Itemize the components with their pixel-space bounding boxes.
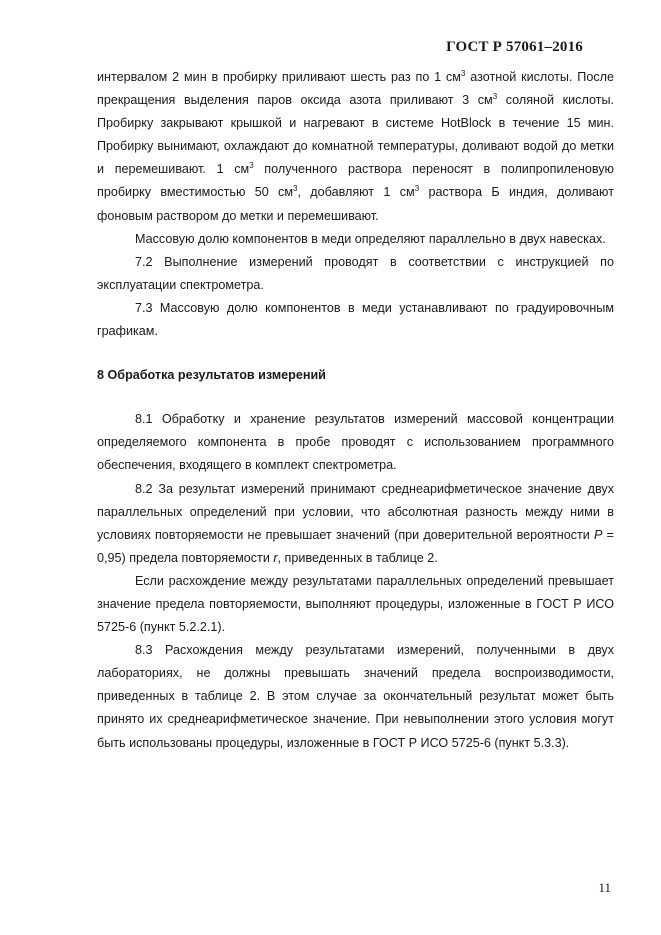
paragraph-7-2: 7.2 Выполнение измерений проводят в соответствии с инструкцией по эксплуатации спектрометра.	[97, 254, 614, 292]
text-run: 8.2 За результат измерений принимают среднеарифметическое значение двух параллельных определений при условии, что абсолютная разность между ними в условиях повторяемости не превышает значений (при доверительной вероятности	[97, 481, 614, 542]
text-run: азотной кислоты. После прекращения выделения паров оксида азота приливают 3 см	[97, 70, 614, 108]
text-run: интервалом 2 мин в пробирку приливают шесть раз по 1 см	[97, 70, 461, 84]
paragraph-7-3: 7.3 Массовую долю компонентов в меди устанавливают по градуировочным графикам.	[97, 300, 614, 339]
superscript: 3	[293, 184, 298, 194]
superscript: 3	[249, 161, 254, 171]
text-run: раствора Б индия, доливают фоновым раствором до метки и перемешивают.	[97, 185, 614, 223]
paragraph-8-3: 8.3 Расхождения между результатами измерений, полученными в двух лабораториях, не должны превышать значений предела воспроизводимости, приведенных в таблице 2. В этом случае за окончательный результат может быть принято их среднеарифметическое значение. При невыполнении этого условия могут быть использованы процедуры, изложенные в ГОСТ Р ИСО 5725-6 (пункт 5.3.3).	[97, 643, 614, 750]
superscript: 3	[414, 184, 420, 194]
superscript: 3	[492, 92, 498, 102]
text-run: полученного раствора переносят в полипропиленовую пробирку вместимостью 50 см	[97, 162, 614, 200]
section-heading-8: 8 Обработка результатов измерений	[97, 368, 326, 383]
text-run: , добавляют 1 см	[297, 185, 415, 200]
text-run: = 0,95) предела повторяемости	[97, 527, 615, 565]
paragraph-discrepancy: Если расхождение между результатами параллельных определений превышает значение предела повторяемости, выполняют процедуры, изложенные в ГОСТ Р ИСО 5725-6 (пункт 5.2.2.1).	[97, 573, 614, 635]
document-code-header: ГОСТ Р 57061–2016	[446, 39, 583, 55]
paragraph-8-2	[97, 478, 614, 570]
variable-p: P	[594, 527, 603, 542]
paragraph-8-1: 8.1 Обработку и хранение результатов измерений массовой концентрации определяемого компонента в пробе проводят с использованием программного обеспечения, входящего в комплект спектрометра.	[97, 412, 614, 473]
text-run: , приведенных в таблице 2.	[277, 550, 438, 565]
paragraph-procedure	[97, 66, 614, 228]
document-body	[97, 66, 614, 755]
variable-r: r	[273, 550, 278, 565]
text-run: соляной кислоты. Пробирку закрывают крышкой и нагревают в системе HotBlock в течение 15 мин. Пробирку вынимают, охлаждают до комнатной температуры, доливают водой до метки и перемешивают. 1 см	[97, 93, 615, 177]
superscript: 3	[460, 69, 466, 78]
page-number: 11	[598, 880, 611, 895]
paragraph-parallel: Массовую долю компонентов в меди определяют параллельно в двух навесках.	[135, 231, 606, 246]
